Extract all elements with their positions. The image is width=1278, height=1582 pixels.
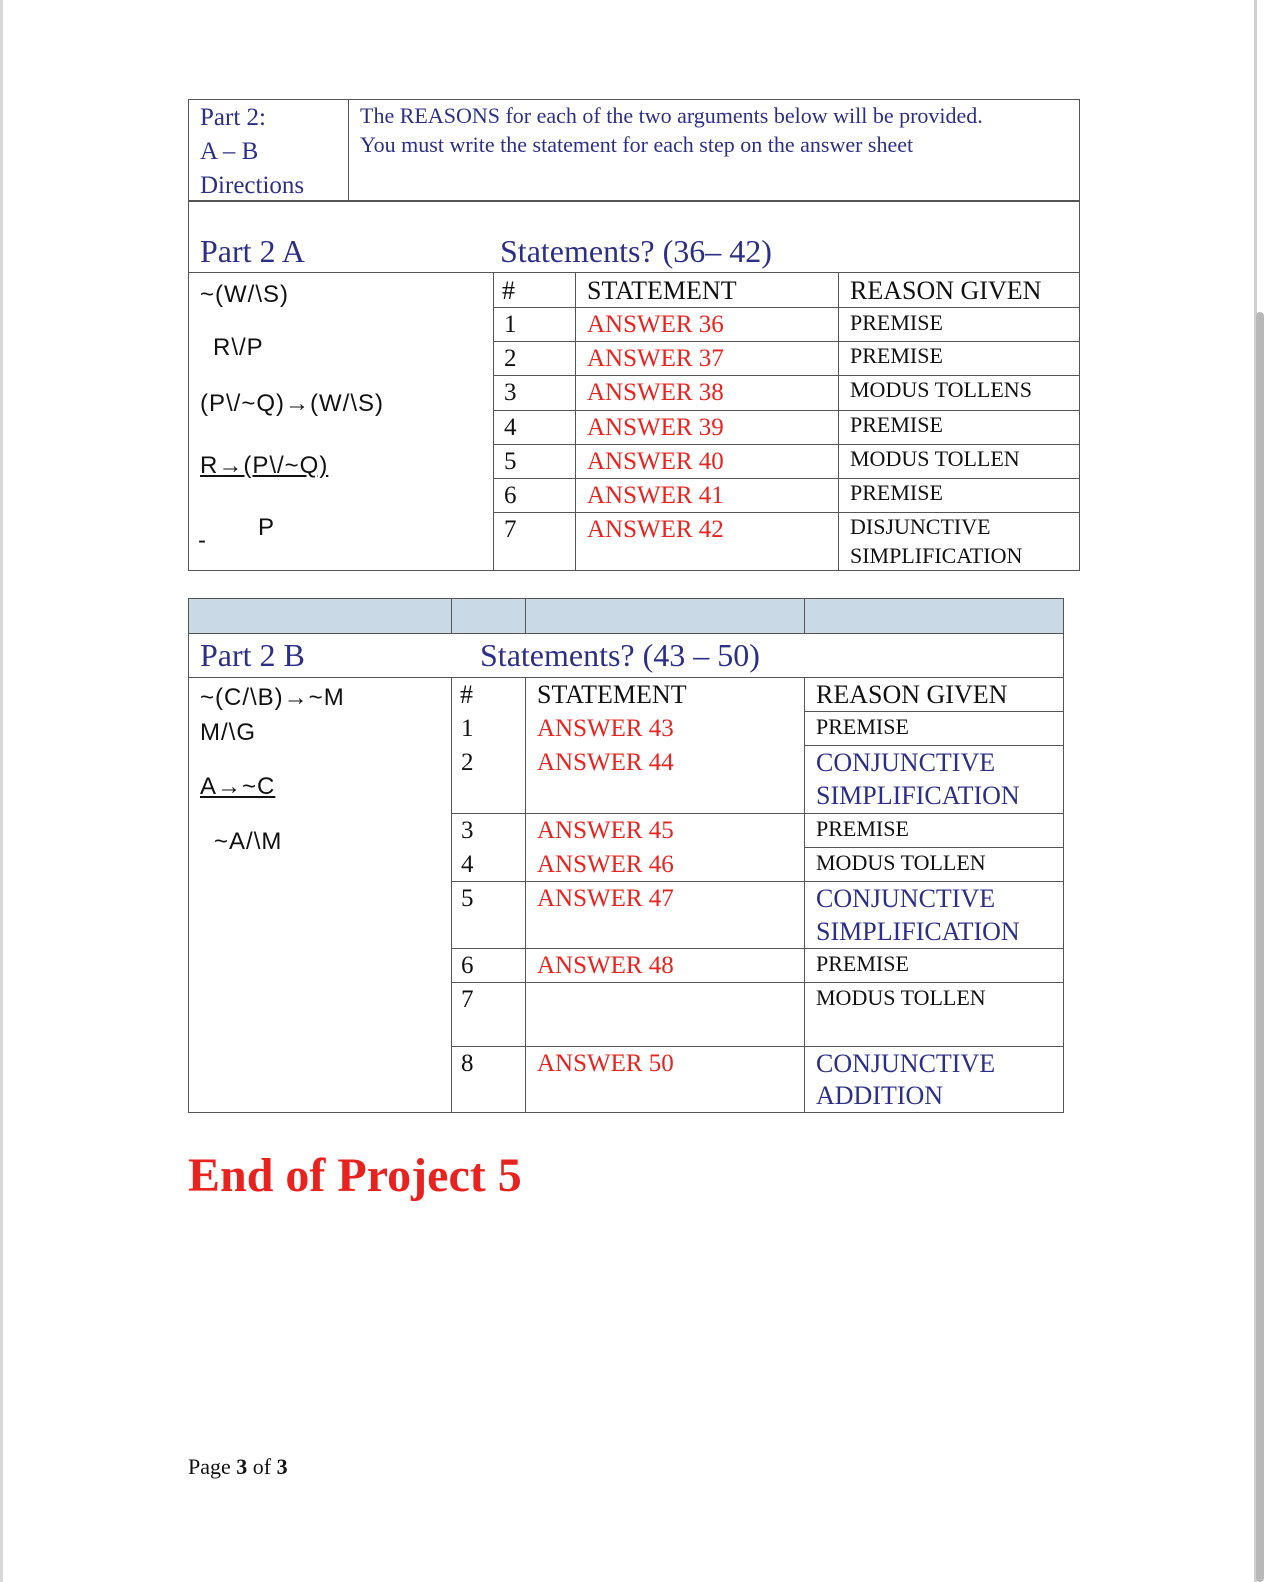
part-a-row-divider xyxy=(493,341,1080,342)
part-a-reason: DISJUNCTIVE xyxy=(850,514,991,539)
part-a-answer: ANSWER 36 xyxy=(587,311,724,338)
part-a-reason: PREMISE xyxy=(850,412,943,437)
part-b-answer: ANSWER 43 xyxy=(537,715,674,742)
part-b-col-divider xyxy=(804,677,805,1113)
part-b-title: Part 2 B xyxy=(200,637,305,673)
footer-current-page: 3 xyxy=(236,1454,248,1479)
part-b-reason: PREMISE xyxy=(816,816,909,841)
part-b-row-divider xyxy=(451,948,1064,949)
part-a-row-divider xyxy=(493,444,1080,445)
part-b-answer: ANSWER 47 xyxy=(537,885,674,912)
directions-text-line-1: The REASONS for each of the two arguments below will be provided. xyxy=(360,103,983,128)
part-a-answer: ANSWER 40 xyxy=(587,448,724,475)
part-b-statements-title: Statements? (43 – 50) xyxy=(480,637,760,673)
part-b-col-divider xyxy=(525,677,526,1113)
part-a-premise: R\/P xyxy=(213,334,264,361)
part-a-row-divider xyxy=(493,307,1080,308)
part-b-row-divider xyxy=(451,813,1064,814)
part-a-title-divider xyxy=(188,272,1080,273)
part-b-reason: PREMISE xyxy=(816,951,909,976)
footer-middle: of xyxy=(247,1454,277,1479)
part-a-reason: MODUS TOLLENS xyxy=(850,377,1032,402)
part-b-header-reason: REASON GIVEN xyxy=(816,680,1008,709)
part-a-row-divider xyxy=(493,478,1080,479)
part-a-row-num: 4 xyxy=(504,414,517,441)
part-b-header-statement: STATEMENT xyxy=(537,680,687,709)
part-a-row-num: 2 xyxy=(504,345,517,372)
part-a-row-num: 7 xyxy=(504,516,517,543)
part-b-conclusion: ~A/\M xyxy=(214,828,283,855)
part-a-col-divider xyxy=(575,272,576,571)
part-a-header-reason: REASON GIVEN xyxy=(850,276,1042,305)
part-b-reason: SIMPLIFICATION xyxy=(816,917,1020,946)
directions-label-line-2: A – B xyxy=(200,138,259,165)
part-b-row-divider xyxy=(804,847,1064,848)
part-b-header-num: # xyxy=(460,680,473,709)
directions-divider xyxy=(348,99,349,202)
part-b-row-divider xyxy=(804,711,1064,712)
part-b-premise: M/\G xyxy=(200,719,256,746)
part-a-answer: ANSWER 42 xyxy=(587,516,724,543)
part-b-header-band xyxy=(188,598,1064,634)
part-a-row-num: 3 xyxy=(504,379,517,406)
part-a-answer: ANSWER 37 xyxy=(587,345,724,372)
part-b-band-divider xyxy=(525,598,526,634)
part-b-reason: MODUS TOLLEN xyxy=(816,985,986,1010)
part-a-row-num: 6 xyxy=(504,482,517,509)
part-a-reason: MODUS TOLLEN xyxy=(850,446,1020,471)
part-b-premise: A→~C xyxy=(200,773,276,800)
part-b-row-num: 6 xyxy=(461,952,474,979)
part-a-reason: PREMISE xyxy=(850,310,943,335)
part-b-answer: ANSWER 46 xyxy=(537,851,674,878)
part-b-row-num: 4 xyxy=(461,851,474,878)
part-b-row-num: 3 xyxy=(461,817,474,844)
part-b-reason: SIMPLIFICATION xyxy=(816,781,1020,810)
part-a-answer: ANSWER 38 xyxy=(587,379,724,406)
part-b-reason: PREMISE xyxy=(816,714,909,739)
part-b-row-num: 1 xyxy=(461,715,474,742)
part-b-band-divider xyxy=(451,598,452,634)
part-a-row-divider xyxy=(493,410,1080,411)
part-b-reason: ADDITION xyxy=(816,1081,944,1110)
part-a-col-divider xyxy=(838,272,839,571)
page-edge xyxy=(0,0,3,1582)
part-a-premise: ~(W/\S) xyxy=(200,281,289,308)
part-a-statements-title: Statements? (36– 42) xyxy=(500,233,772,269)
part-b-row-num: 2 xyxy=(461,749,474,776)
part-a-row-divider xyxy=(493,512,1080,513)
part-a-header-statement: STATEMENT xyxy=(587,276,737,305)
directions-label-line-1: Part 2: xyxy=(200,104,266,131)
part-b-col-divider xyxy=(451,677,452,1113)
part-b-row-num: 8 xyxy=(461,1050,474,1077)
part-b-band-divider xyxy=(804,598,805,634)
part-a-header-num: # xyxy=(502,276,515,305)
part-a-title: Part 2 A xyxy=(200,233,305,269)
part-b-title-divider xyxy=(188,677,1064,678)
vertical-scrollbar[interactable] xyxy=(1256,312,1264,1582)
part-a-answer: ANSWER 41 xyxy=(587,482,724,509)
part-a-row-num: 1 xyxy=(504,311,517,338)
part-b-reason: MODUS TOLLEN xyxy=(816,850,986,875)
part-b-row-num: 7 xyxy=(461,986,474,1013)
part-b-row-num: 5 xyxy=(461,885,474,912)
part-b-reason: CONJUNCTIVE xyxy=(816,884,996,913)
part-a-reason: PREMISE xyxy=(850,343,943,368)
part-a-premise: R→(P\/~Q) xyxy=(200,452,329,479)
part-b-row-divider xyxy=(451,982,1064,983)
part-a-answer: ANSWER 39 xyxy=(587,414,724,441)
part-b-answer: ANSWER 50 xyxy=(537,1050,674,1077)
footer-total-pages: 3 xyxy=(276,1454,288,1479)
part-b-answer: ANSWER 44 xyxy=(537,749,674,776)
footer-prefix: Page xyxy=(188,1454,237,1479)
part-b-answer: ANSWER 45 xyxy=(537,817,674,844)
part-a-premise: (P\/~Q)→(W/\S) xyxy=(200,390,384,417)
part-b-premise: ~(C/\B)→~M xyxy=(200,684,345,711)
part-a-reason: SIMPLIFICATION xyxy=(850,543,1023,568)
part-a-row-num: 5 xyxy=(504,448,517,475)
page-footer xyxy=(188,1454,288,1480)
end-of-project-title: End of Project 5 xyxy=(188,1149,522,1202)
part-a-conclusion: P xyxy=(258,514,276,541)
directions-label-line-3: Directions xyxy=(200,172,305,199)
part-b-reason: CONJUNCTIVE xyxy=(816,748,996,777)
part-a-reason: PREMISE xyxy=(850,480,943,505)
directions-text-line-2: You must write the statement for each step on the answer sheet xyxy=(360,132,914,157)
part-a-conclusion-mark: - xyxy=(198,527,207,554)
part-b-answer: ANSWER 48 xyxy=(537,952,674,979)
part-a-row-divider xyxy=(493,375,1080,376)
part-b-reason: CONJUNCTIVE xyxy=(816,1049,996,1078)
part-a-col-divider xyxy=(493,272,494,571)
